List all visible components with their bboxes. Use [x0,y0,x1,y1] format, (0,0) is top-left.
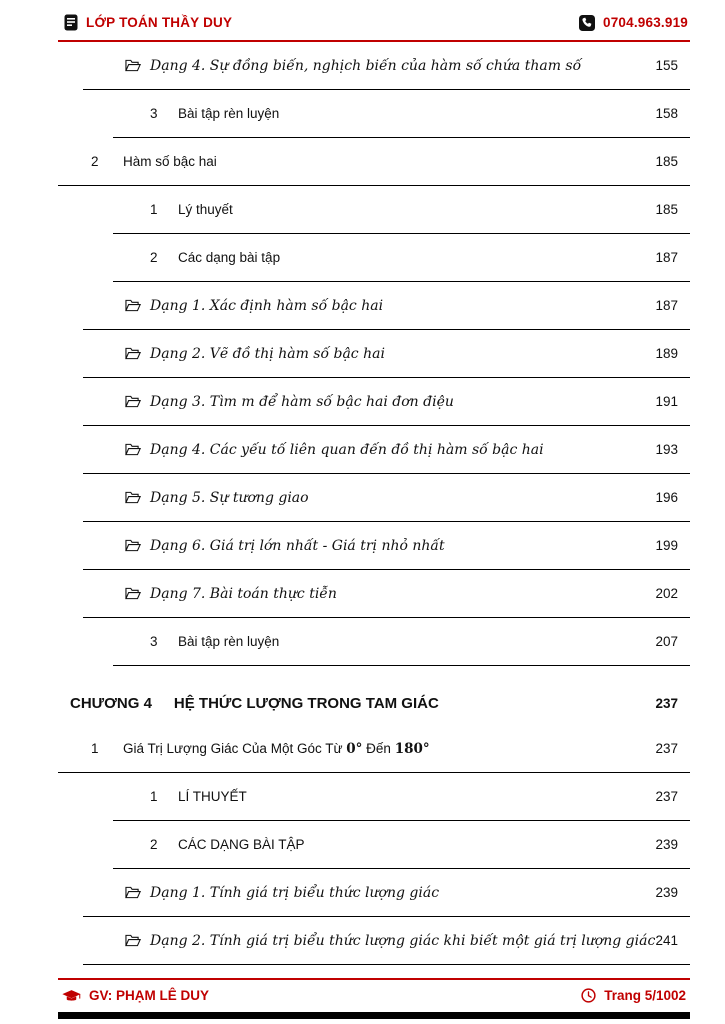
entry-label: Dạng 4. Các yếu tố liên quan đến đồ thị hàm số bậc hai [150,441,544,458]
open-folder-icon [125,443,141,456]
toc-entry-dang[interactable] [83,474,690,522]
open-folder-icon [125,491,141,504]
toc-entry-sub[interactable] [113,90,690,138]
entry-label: CÁC DẠNG BÀI TẬP [178,837,305,852]
toc-entry-dang[interactable] [83,917,690,965]
entry-label: Lý thuyết [178,202,233,217]
open-folder-icon [125,587,141,600]
open-folder-icon [125,539,141,552]
entry-label: LÍ THUYẾT [178,789,247,804]
teacher-name: GV: PHẠM LÊ DUY [89,988,210,1003]
toc-entry-sub[interactable] [113,821,690,869]
entry-label: Dạng 2. Tính giá trị biểu thức lượng giác khi biết một giá trị lượng giác [150,932,656,949]
phone-number: 0704.963.919 [603,15,688,30]
entry-page-number: 239 [655,837,678,852]
toc [58,42,690,965]
entry-number: 1 [91,741,99,756]
toc-entry-dang[interactable] [83,42,690,90]
entry-page-number: 199 [655,538,678,553]
entry-number: 2 [150,837,158,852]
entry-number: 2 [150,250,158,265]
entry-label: Dạng 3. Tìm m để hàm số bậc hai đơn điệu [150,393,454,410]
entry-number: 1 [150,202,158,217]
entry-label: Hàm số bậc hai [123,154,217,169]
toc-entry-dang[interactable] [83,570,690,618]
toc-entry-dang[interactable] [83,426,690,474]
entry-label: Dạng 5. Sự tương giao [150,489,309,506]
toc-entry-dang[interactable] [83,330,690,378]
toc-entry-sub[interactable] [113,773,690,821]
header-brand [64,14,232,31]
entry-page-number: 185 [655,154,678,169]
toc-entry-sub[interactable] [113,234,690,282]
footer-page [581,988,686,1003]
toc-entry-dang[interactable] [83,522,690,570]
open-folder-icon [125,886,141,899]
entry-page-number: 239 [655,885,678,900]
entry-label: HỆ THỨC LƯỢNG TRONG TAM GIÁC [173,694,439,712]
entry-label: Bài tập rèn luyện [178,634,280,649]
entry-label: Bài tập rèn luyện [178,106,280,121]
open-folder-icon [125,934,141,947]
open-folder-icon [125,299,141,312]
entry-page-number: 187 [655,250,678,265]
page-indicator: Trang 5/1002 [604,988,686,1003]
entry-page-number: 158 [655,106,678,121]
entry-page-number: 155 [655,58,678,73]
brand-title: LỚP TOÁN THẦY DUY [86,15,233,30]
page-header [58,12,690,42]
document-icon [64,14,78,31]
entry-label: Dạng 6. Giá trị lớn nhất - Giá trị nhỏ nhất [150,537,445,554]
entry-label: Dạng 4. Sự đồng biến, nghịch biến của hàm số chứa tham số [150,57,582,74]
entry-page-number: 237 [655,741,678,756]
entry-page-number: 207 [655,634,678,649]
entry-page-number: 187 [655,298,678,313]
toc-entry-sub[interactable] [113,186,690,234]
entry-label: Giá Trị Lượng Giác Của Một Góc Từ 0° Đến 180° [123,740,430,757]
page-footer [58,978,690,1019]
entry-number: 2 [91,154,99,169]
open-folder-icon [125,395,141,408]
footer-teacher [62,988,209,1003]
open-folder-icon [125,59,141,72]
entry-page-number: 196 [655,490,678,505]
entry-number: CHƯƠNG 4 [70,694,152,712]
entry-label: Dạng 2. Vẽ đồ thị hàm số bậc hai [150,345,385,362]
clock-icon [581,988,596,1003]
header-contact [579,15,688,31]
open-folder-icon [125,347,141,360]
footer-bar [58,1012,690,1019]
toc-entry-sub[interactable] [113,618,690,666]
toc-entry-dang[interactable] [83,869,690,917]
entry-number: 3 [150,106,158,121]
entry-number: 3 [150,634,158,649]
toc-entry-chapter[interactable] [58,681,690,725]
entry-page-number: 241 [655,933,678,948]
entry-label: Dạng 7. Bài toán thực tiễn [150,585,337,602]
entry-page-number: 191 [655,394,678,409]
toc-entry-section[interactable] [58,138,690,186]
graduation-cap-icon [62,989,81,1003]
toc-entry-dang[interactable] [83,282,690,330]
entry-page-number: 202 [655,586,678,601]
entry-page-number: 193 [655,442,678,457]
entry-label: Dạng 1. Tính giá trị biểu thức lượng giác [150,884,440,901]
entry-label: Các dạng bài tập [178,250,281,265]
entry-page-number: 185 [655,202,678,217]
entry-number: 1 [150,789,158,804]
toc-entry-section[interactable] [58,725,690,773]
toc-entry-dang[interactable] [83,378,690,426]
entry-page-number: 237 [655,695,678,711]
phone-icon [579,15,595,31]
entry-page-number: 189 [655,346,678,361]
entry-page-number: 237 [655,789,678,804]
entry-label: Dạng 1. Xác định hàm số bậc hai [150,297,384,314]
